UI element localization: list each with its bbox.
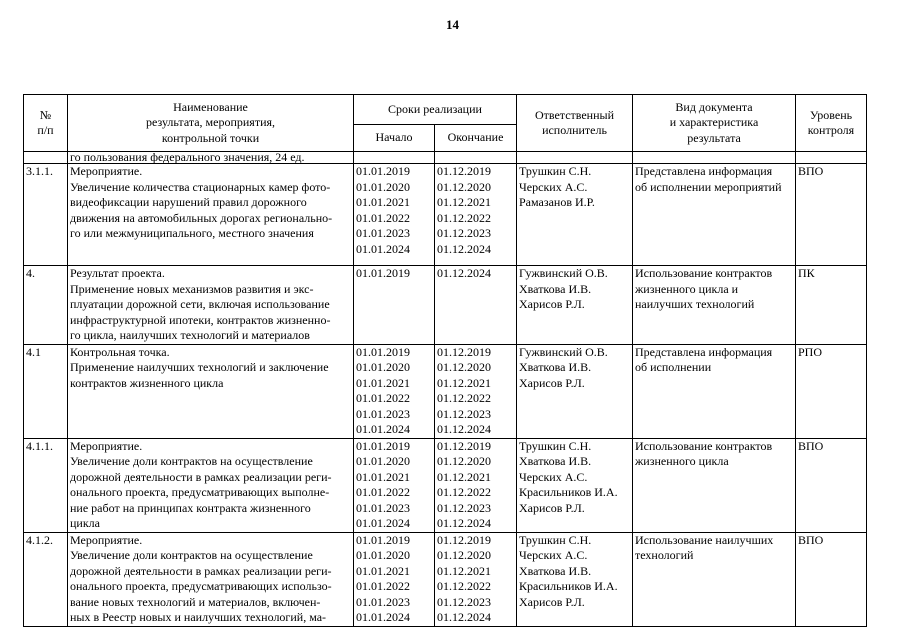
- row-responsible: Трушкин С.Н. Черских А.С. Рамазанов И.Р.: [517, 164, 633, 266]
- row-number: 4.1.2.: [24, 532, 68, 626]
- row-name: Мероприятие. Увеличение количества стационарных камер фото- видеофиксации нарушений правил дорожного движения на автомобильных дорогах регионально- го или межмуниципального, местного значения: [68, 164, 354, 266]
- row-document: Представлена информация об исполнении мероприятий: [633, 164, 796, 266]
- row-level: РПО: [796, 344, 867, 438]
- row-document: Использование наилучших технологий: [633, 532, 796, 626]
- row-responsible: Трушкин С.Н. Черских А.С. Хваткова И.В. Красильников И.А. Харисов Р.Л.: [517, 532, 633, 626]
- row-start-dates: 01.01.2019 01.01.2020 01.01.2021 01.01.2022 01.01.2023 01.01.2024: [354, 438, 435, 532]
- header-start: Начало: [354, 125, 435, 152]
- row-start-dates: 01.01.2019 01.01.2020 01.01.2021 01.01.2022 01.01.2023 01.01.2024: [354, 164, 435, 266]
- row-responsible: Гужвинский О.В. Хваткова И.В. Харисов Р.Л.: [517, 266, 633, 345]
- row-level: ВПО: [796, 164, 867, 266]
- row-name: Контрольная точка. Применение наилучших технологий и заключение контрактов жизненного цикла: [68, 344, 354, 438]
- header-level: Уровень контроля: [796, 95, 867, 152]
- row-responsible: Трушкин С.Н. Хваткова И.В. Черских А.С. Красильников И.А. Харисов Р.Л.: [517, 438, 633, 532]
- continuation-row: [24, 152, 867, 164]
- row-end-dates: 01.12.2019 01.12.2020 01.12.2021 01.12.2022 01.12.2023 01.12.2024: [435, 344, 517, 438]
- row-name: Мероприятие. Увеличение доли контрактов на осуществление дорожной деятельности в рамках реализации реги- онального проекта, предусматривающих использо- вание новых технологий и материалов, включен- ных в Реестр новых и наилучших технологий, ма-: [68, 532, 354, 626]
- row-responsible: Гужвинский О.В. Хваткова И.В. Харисов Р.Л.: [517, 344, 633, 438]
- continuation-text: го пользования федерального значения, 24 ед.: [68, 152, 354, 164]
- row-start-dates: 01.01.2019 01.01.2020 01.01.2021 01.01.2022 01.01.2023 01.01.2024: [354, 344, 435, 438]
- row-level: ПК: [796, 266, 867, 345]
- row-document: Представлена информация об исполнении: [633, 344, 796, 438]
- row-start-dates: 01.01.2019: [354, 266, 435, 345]
- row-end-dates: 01.12.2019 01.12.2020 01.12.2021 01.12.2022 01.12.2023 01.12.2024: [435, 164, 517, 266]
- header-name: Наименование результата, мероприятия, контрольной точки: [68, 95, 354, 152]
- row-end-dates: 01.12.2024: [435, 266, 517, 345]
- row-end-dates: 01.12.2019 01.12.2020 01.12.2021 01.12.2022 01.12.2023 01.12.2024: [435, 532, 517, 626]
- table-row: [24, 344, 867, 438]
- row-start-dates: 01.01.2019 01.01.2020 01.01.2021 01.01.2022 01.01.2023 01.01.2024: [354, 532, 435, 626]
- page-number: 14: [446, 17, 459, 32]
- table-row: [24, 438, 867, 532]
- row-number: 4.1.1.: [24, 438, 68, 532]
- table-row: [24, 532, 867, 626]
- header-num: № п/п: [24, 95, 68, 152]
- table-row: [24, 164, 867, 266]
- header-end: Окончание: [435, 125, 517, 152]
- row-document: Использование контрактов жизненного цикла и наилучших технологий: [633, 266, 796, 345]
- row-number: 4.1: [24, 344, 68, 438]
- header-doc: Вид документа и характеристика результата: [633, 95, 796, 152]
- row-document: Использование контрактов жизненного цикла: [633, 438, 796, 532]
- header-terms: Сроки реализации: [354, 95, 517, 125]
- row-number: 4.: [24, 266, 68, 345]
- project-table: [23, 94, 867, 627]
- row-level: ВПО: [796, 532, 867, 626]
- row-number: 3.1.1.: [24, 164, 68, 266]
- row-end-dates: 01.12.2019 01.12.2020 01.12.2021 01.12.2022 01.12.2023 01.12.2024: [435, 438, 517, 532]
- header-responsible: Ответственный исполнитель: [517, 95, 633, 152]
- row-level: ВПО: [796, 438, 867, 532]
- table-row: [24, 266, 867, 345]
- row-name: Мероприятие. Увеличение доли контрактов на осуществление дорожной деятельности в рамках реализации реги- онального проекта, предусматривающих выполне- ние работ на принципах контракта жизненного цикла: [68, 438, 354, 532]
- row-name: Результат проекта. Применение новых механизмов развития и экс- плуатации дорожной сети, включая использование инфраструктурной ипотеки, контрактов жизненно- го цикла, наилучших технологий и материалов: [68, 266, 354, 345]
